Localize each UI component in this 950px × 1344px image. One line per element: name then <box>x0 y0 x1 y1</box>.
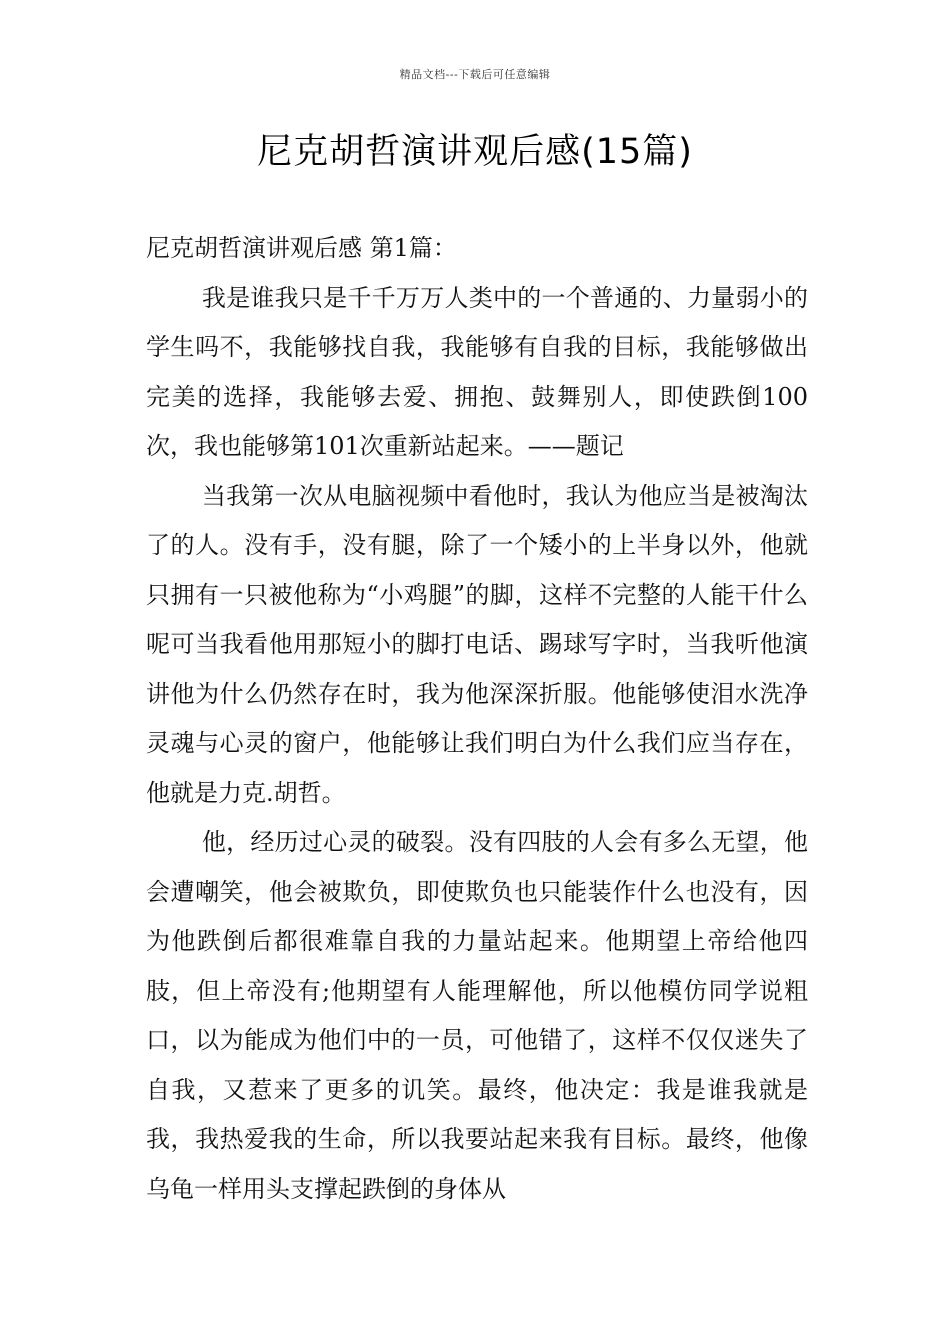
document-body <box>146 224 808 1214</box>
paragraph-1: 我是谁我只是千千万万人类中的一个普通的、力量弱小的学生吗不，我能够找自我，我能够有自我的目标，我能够做出完美的选择，我能够去爱、拥抱、鼓舞别人，即使跌倒100次，我也能够第101次重新站起来。——题记 <box>146 283 808 460</box>
header-note: 精品文档---下载后可任意编辑 <box>399 68 551 81</box>
section-heading: 尼克胡哲演讲观后感 第1篇： <box>146 234 457 262</box>
document-title: 尼克胡哲演讲观后感(15篇) <box>257 132 693 172</box>
paragraph-2: 当我第一次从电脑视频中看他时，我认为他应当是被淘汰了的人。没有手，没有腿，除了一个矮小的上半身以外，他就只拥有一只被他称为“小鸡腿”的脚，这样不完整的人能干什么呢可当我看他用那短小的脚打电话、踢球写字时，当我听他演讲他为什么仍然存在时，我为他深深折服。他能够使泪水洗净灵魂与心灵的窗户，他能够让我们明白为什么我们应当存在，他就是力克.胡哲。 <box>146 481 808 807</box>
paragraph-3: 他，经历过心灵的破裂。没有四肢的人会有多么无望，他会遭嘲笑，他会被欺负，即使欺负也只能装作什么也没有，因为他跌倒后都很难靠自我的力量站起来。他期望上帝给他四肢，但上帝没有;他期望有人能理解他，所以他模仿同学说粗口，以为能成为他们中的一员，可他错了，这样不仅仅迷失了自我，又惹来了更多的讥笑。最终，他决定：我是谁我就是我，我热爱我的生命，所以我要站起来我有目标。最终，他像乌龟一样用头支撑起跌倒的身体从 <box>146 828 808 1203</box>
